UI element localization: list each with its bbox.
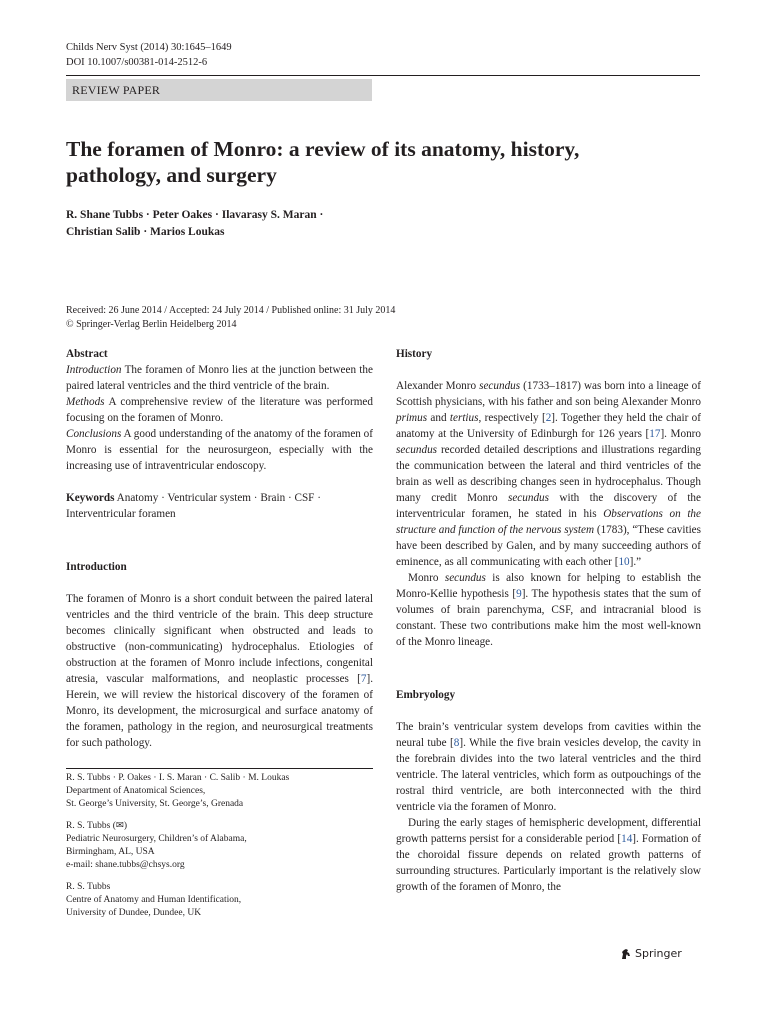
- citation-link[interactable]: 8: [453, 737, 460, 749]
- history-italic: tertius: [449, 412, 479, 424]
- journal-citation: [66, 40, 232, 70]
- history-paragraph-1: [396, 378, 701, 570]
- affil-3-line-3: University of Dundee, Dundee, UK: [66, 908, 202, 918]
- embryology-text: ]. While the five brain vesicles develop, the cavity in the forebrain divides into the two lateral ventricles and the third ventricle. The lateral ventricles, which form as outpouchings of the rostral third ventricle, are both interconnected with the third ventricle via the foramen of Monro.: [396, 737, 701, 813]
- introduction-paragraph: [66, 591, 373, 751]
- citation-link[interactable]: 7: [360, 673, 367, 685]
- abstract-conclusions-text: A good understanding of the anatomy of the foramen of Monro is essential for the neurosurgeon, especially with the increasing use of intraventricular endoscopy.: [66, 428, 373, 472]
- affil-1-line-2: Department of Anatomical Sciences,: [66, 786, 206, 796]
- dates-line: Received: 26 June 2014 / Accepted: 24 July 2014 / Published online: 31 July 2014: [66, 305, 396, 316]
- authors-line-1: R. Shane Tubbs · Peter Oakes · Ilavarasy S. Maran ·: [66, 209, 324, 221]
- history-text: Alexander Monro: [396, 380, 480, 392]
- history-text: is also known for helping to establish the Monro-Kellie hypothesis [: [396, 572, 701, 600]
- history-italic: secundus: [507, 492, 549, 504]
- history-text: ]. Monro: [660, 428, 701, 440]
- history-paragraph-2: [396, 570, 701, 650]
- doi-line: DOI 10.1007/s00381-014-2512-6: [66, 57, 208, 68]
- abstract-methods: [66, 394, 373, 426]
- author-list: [66, 207, 486, 241]
- citation-link[interactable]: 10: [618, 556, 630, 568]
- abstract-intro-label: Introduction: [66, 364, 122, 376]
- abstract-intro-text: The foramen of Monro lies at the junction between the paired lateral ventricles and the third ventricle of the brain.: [66, 364, 373, 392]
- abstract-methods-label: Methods: [66, 396, 105, 408]
- citation-link[interactable]: 2: [545, 412, 552, 424]
- title-line-1: The foramen of Monro: a review of its anatomy, history,: [66, 137, 580, 161]
- history-text: , respectively [: [478, 412, 546, 424]
- history-italic: primus: [396, 412, 428, 424]
- article-type-label: REVIEW PAPER: [72, 83, 161, 97]
- history-italic: Observations on the structure and function of the nervous system: [396, 508, 701, 536]
- history-text: (1783), “These cavities have been described by Galen, and by many succeeding authors of eminence, as all communicating with each other [: [396, 524, 701, 568]
- embryology-text: The brain’s ventricular system develops from cavities within the neural tube [: [396, 721, 701, 749]
- copyright-line: © Springer-Verlag Berlin Heidelberg 2014: [66, 319, 237, 330]
- springer-horse-icon: [620, 948, 632, 960]
- embryology-heading: Embryology: [396, 689, 456, 701]
- paper-title: [66, 136, 686, 188]
- history-text: recorded detailed descriptions and illustrations regarding the communication between the lateral and third ventricles of the brain as well as describing changes seen in hydrocephalus. Though many credit Monro: [396, 444, 701, 504]
- affil-1-line-1: R. S. Tubbs · P. Oakes · I. S. Maran · C. Salib · M. Loukas: [66, 773, 290, 783]
- citation-link[interactable]: 9: [516, 588, 522, 600]
- history-text: ].”: [629, 556, 642, 568]
- history-text: Monro: [408, 572, 445, 584]
- abstract-conclusions-label: Conclusions: [66, 428, 122, 440]
- history-text: ]. The hypothesis states that the sum of volumes of brain parenchyma, CSF, and intracranial blood is constant. These two contributions make him the most well-known of the Monro lineage.: [396, 588, 701, 648]
- journal-line: Childs Nerv Syst (2014) 30:1645–1649: [66, 42, 232, 53]
- publisher-logo: [620, 946, 682, 962]
- embryology-paragraph-1: [396, 719, 701, 815]
- embryology-text: During the early stages of hemispheric development, differential growth patterns persist for a considerable period [: [396, 817, 701, 845]
- history-italic: secundus: [396, 444, 438, 456]
- affil-1-line-3: St. George’s University, St. George’s, Grenada: [66, 799, 244, 809]
- affil-2-email: e-mail: shane.tubbs@chsys.org: [66, 860, 185, 870]
- history-text: ]. Together they held the chair of anatomy at the University of Edinburgh for 126 years [: [396, 412, 701, 440]
- intro-text-a: The foramen of Monro is a short conduit between the paired lateral ventricles and the third ventricle of the brain. This deep structure becomes clinically significant when obstructed and leads to obstructive (non-communicating) hydrocephalus. Etiologies of obstruction at the foramen of Monro include infections, congenital atresia, vascular malformations, and neoplastic processes [: [66, 593, 373, 685]
- abstract-methods-text: A comprehensive review of the literature was performed focusing on the foramen of Monro.: [66, 396, 373, 424]
- affil-2-line-1: R. S. Tubbs (✉): [66, 821, 128, 831]
- keywords: [66, 490, 373, 522]
- intro-text-b: ]. Herein, we will review the historical discovery of the foramen of Monro, its development, the microsurgical and surface anatomy of the foramen, pathology in the region, and neurosurgical treatments for such pathology.: [66, 673, 373, 749]
- right-column: [396, 346, 701, 895]
- publication-dates: [66, 304, 706, 332]
- abstract-conclusions: [66, 426, 373, 474]
- history-italic: secundus: [444, 572, 486, 584]
- history-text: and: [427, 412, 450, 424]
- affiliations: [66, 768, 373, 920]
- affil-3-line-2: Centre of Anatomy and Human Identification,: [66, 895, 242, 905]
- header-rule: [66, 75, 700, 76]
- authors-line-2: Christian Salib · Marios Loukas: [66, 226, 225, 238]
- history-heading: History: [396, 348, 433, 360]
- affil-2-line-2: Pediatric Neurosurgery, Children’s of Alabama,: [66, 834, 247, 844]
- introduction-heading: Introduction: [66, 561, 127, 573]
- history-italic: secundus: [479, 380, 521, 392]
- affil-3-line-1: R. S. Tubbs: [66, 882, 111, 892]
- article-type-banner: [66, 79, 372, 101]
- left-column: [66, 346, 373, 751]
- keywords-text: Anatomy · Ventricular system · Brain · CSF · Interventricular foramen: [66, 492, 321, 520]
- abstract-introduction: [66, 362, 373, 394]
- history-text: with the discovery of the interventricular foramen, he stated in his: [396, 492, 701, 520]
- publisher-name: Springer: [635, 947, 682, 960]
- keywords-label: Keywords: [66, 492, 115, 504]
- title-line-2: pathology, and surgery: [66, 163, 277, 187]
- abstract-heading: Abstract: [66, 348, 108, 360]
- embryology-paragraph-2: [396, 815, 701, 895]
- embryology-text: ]. Formation of the choroidal fissure depends on related growth patterns of surrounding structures. Particularly important is the relatively slow growth of the foramen of Monro, the: [396, 833, 701, 893]
- history-text: (1733–1817) was born into a lineage of Scottish physicians, with his father and son being Alexander Monro: [396, 380, 701, 408]
- citation-link[interactable]: 17: [649, 428, 661, 440]
- citation-link[interactable]: 14: [621, 833, 633, 845]
- affil-2-line-3: Birmingham, AL, USA: [66, 847, 155, 857]
